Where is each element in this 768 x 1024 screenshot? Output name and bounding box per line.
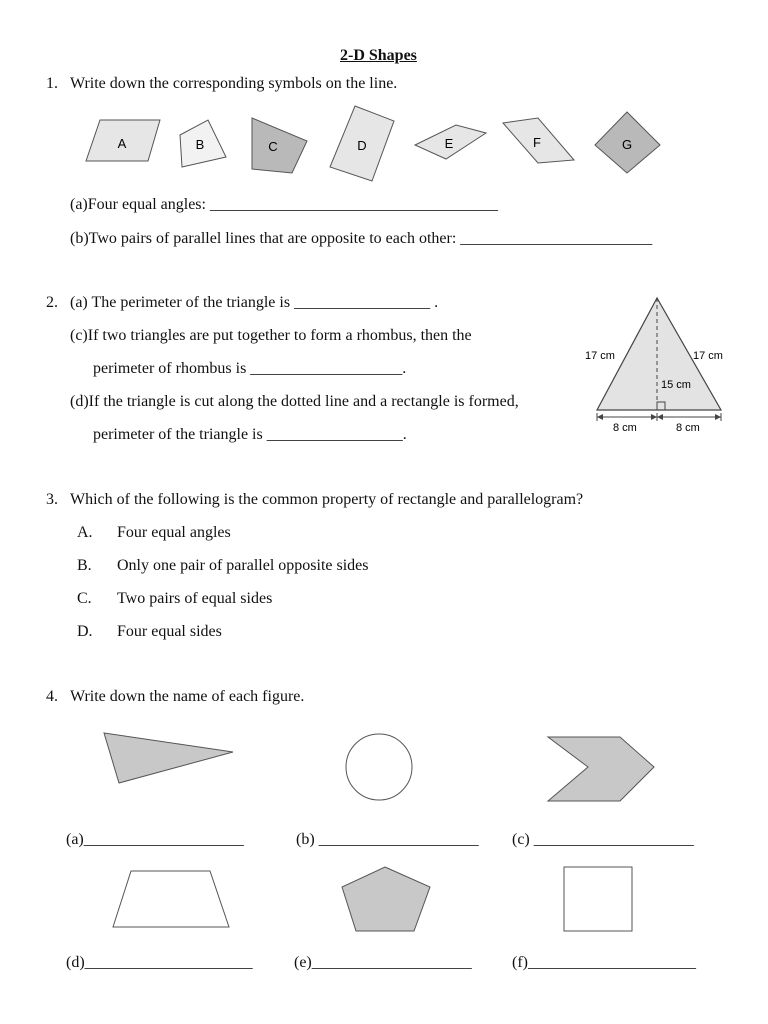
q3-option-c-letter: C. <box>77 590 92 607</box>
q4e-line <box>294 953 472 973</box>
q3-number: 3. <box>46 491 58 508</box>
q4d-label: (d) <box>66 954 85 971</box>
q4e-label: (e) <box>294 954 312 971</box>
shape-b <box>180 120 226 167</box>
q1b-text: Two pairs of parallel lines that are opposite to each other: <box>88 230 461 247</box>
q4f-answer-blank[interactable]: _____________________ <box>527 954 696 971</box>
q4b-answer-blank[interactable]: ____________________ <box>318 831 479 848</box>
q2c-text-line2: perimeter of rhombus is <box>93 360 251 377</box>
base-left-label: 8 cm <box>613 422 637 434</box>
q1b-label: (b) <box>70 230 89 247</box>
q1a-label: (a) <box>70 196 88 213</box>
figure-f-square <box>564 867 632 931</box>
q4f-label: (f) <box>512 954 528 971</box>
q2a-label: (a) <box>70 294 88 311</box>
shape-d <box>330 106 394 181</box>
shape-g <box>595 112 660 173</box>
q2d-label: (d) <box>70 393 89 410</box>
q4-number: 4. <box>46 688 58 705</box>
figure-e-pentagon <box>342 867 430 931</box>
q3-option-b-text[interactable]: Only one pair of parallel opposite sides <box>117 557 369 574</box>
q2-number: 2. <box>46 294 58 311</box>
q3-option-d-letter: D. <box>77 623 93 640</box>
q1-number: 1. <box>46 75 58 92</box>
q2c-text-line1: If two triangles are put together to form a rhombus, then the <box>87 327 472 344</box>
q2a-text: The perimeter of the triangle is <box>91 294 295 311</box>
q4b-line <box>296 830 479 850</box>
shape-b-label: B <box>195 137 205 152</box>
shape-d-label: D <box>357 138 367 153</box>
figure-b-circle <box>346 734 412 800</box>
shape-a <box>86 120 160 161</box>
q1a-text: Four equal angles: <box>87 196 210 213</box>
q2d-line2 <box>93 425 407 445</box>
shape-f <box>503 118 574 163</box>
q3-option-a-letter: A. <box>77 524 93 541</box>
q2a-answer-blank[interactable]: _________________ <box>294 294 431 311</box>
left-side-label: 17 cm <box>585 350 615 362</box>
q4b-label: (b) <box>296 831 315 848</box>
shape-f-label: F <box>533 135 541 150</box>
q4-prompt: Write down the name of each figure. <box>70 688 305 705</box>
q2c-answer-blank[interactable]: ___________________ <box>250 360 403 377</box>
q2d-end: . <box>402 426 407 443</box>
figure-c-chevron <box>548 737 654 801</box>
q4d-answer-blank[interactable]: _____________________ <box>84 954 253 971</box>
q2d-line1 <box>70 392 519 412</box>
q2a-end: . <box>430 294 439 311</box>
q1a-line <box>70 195 498 215</box>
figure-a-triangle <box>104 733 233 783</box>
q4a-line <box>66 830 244 850</box>
q3-option-c-text[interactable]: Two pairs of equal sides <box>117 590 273 607</box>
q4c-label: (c) <box>512 831 530 848</box>
q2d-answer-blank[interactable]: _________________ <box>266 426 403 443</box>
q1b-line <box>70 229 652 249</box>
q4c-answer-blank[interactable]: ____________________ <box>533 831 694 848</box>
q1a-answer-blank[interactable]: ____________________________________ <box>209 196 498 213</box>
q2a-line <box>70 293 438 313</box>
right-side-label: 17 cm <box>693 350 723 362</box>
figure-d-trapezoid <box>113 871 229 927</box>
shape-c <box>252 118 307 173</box>
q1b-answer-blank[interactable]: ________________________ <box>460 230 653 247</box>
q2d-text-line1: If the triangle is cut along the dotted line and a rectangle is formed, <box>88 393 519 410</box>
q3-option-d-text[interactable]: Four equal sides <box>117 623 222 640</box>
q4d-line <box>66 953 253 973</box>
q3-prompt: Which of the following is the common property of rectangle and parallelogram? <box>70 491 584 508</box>
q2d-text-line2: perimeter of the triangle is <box>93 426 267 443</box>
q2c-end: . <box>402 360 407 377</box>
q4a-label: (a) <box>66 831 84 848</box>
q4c-line <box>512 830 694 850</box>
height-label: 15 cm <box>661 379 691 391</box>
isosceles-triangle-figure <box>580 292 760 442</box>
q4f-line <box>512 953 696 973</box>
q1-shapes <box>0 105 768 185</box>
q4a-answer-blank[interactable]: ____________________ <box>83 831 244 848</box>
shape-e <box>415 125 486 159</box>
shape-a-label: A <box>117 136 127 151</box>
q2c-label: (c) <box>70 327 88 344</box>
q1-prompt: Write down the corresponding symbols on the line. <box>70 75 398 92</box>
shape-g-label: G <box>621 137 633 152</box>
q2c-line2 <box>93 359 406 379</box>
q4e-answer-blank[interactable]: ____________________ <box>311 954 472 971</box>
q3-option-a-text[interactable]: Four equal angles <box>117 524 231 541</box>
shape-e-label: E <box>444 136 454 151</box>
page-title: 2-D Shapes <box>340 47 417 64</box>
q3-option-b-letter: B. <box>77 557 92 574</box>
base-right-label: 8 cm <box>676 422 700 434</box>
q2c-line1 <box>70 326 472 346</box>
shape-c-label: C <box>268 139 278 154</box>
